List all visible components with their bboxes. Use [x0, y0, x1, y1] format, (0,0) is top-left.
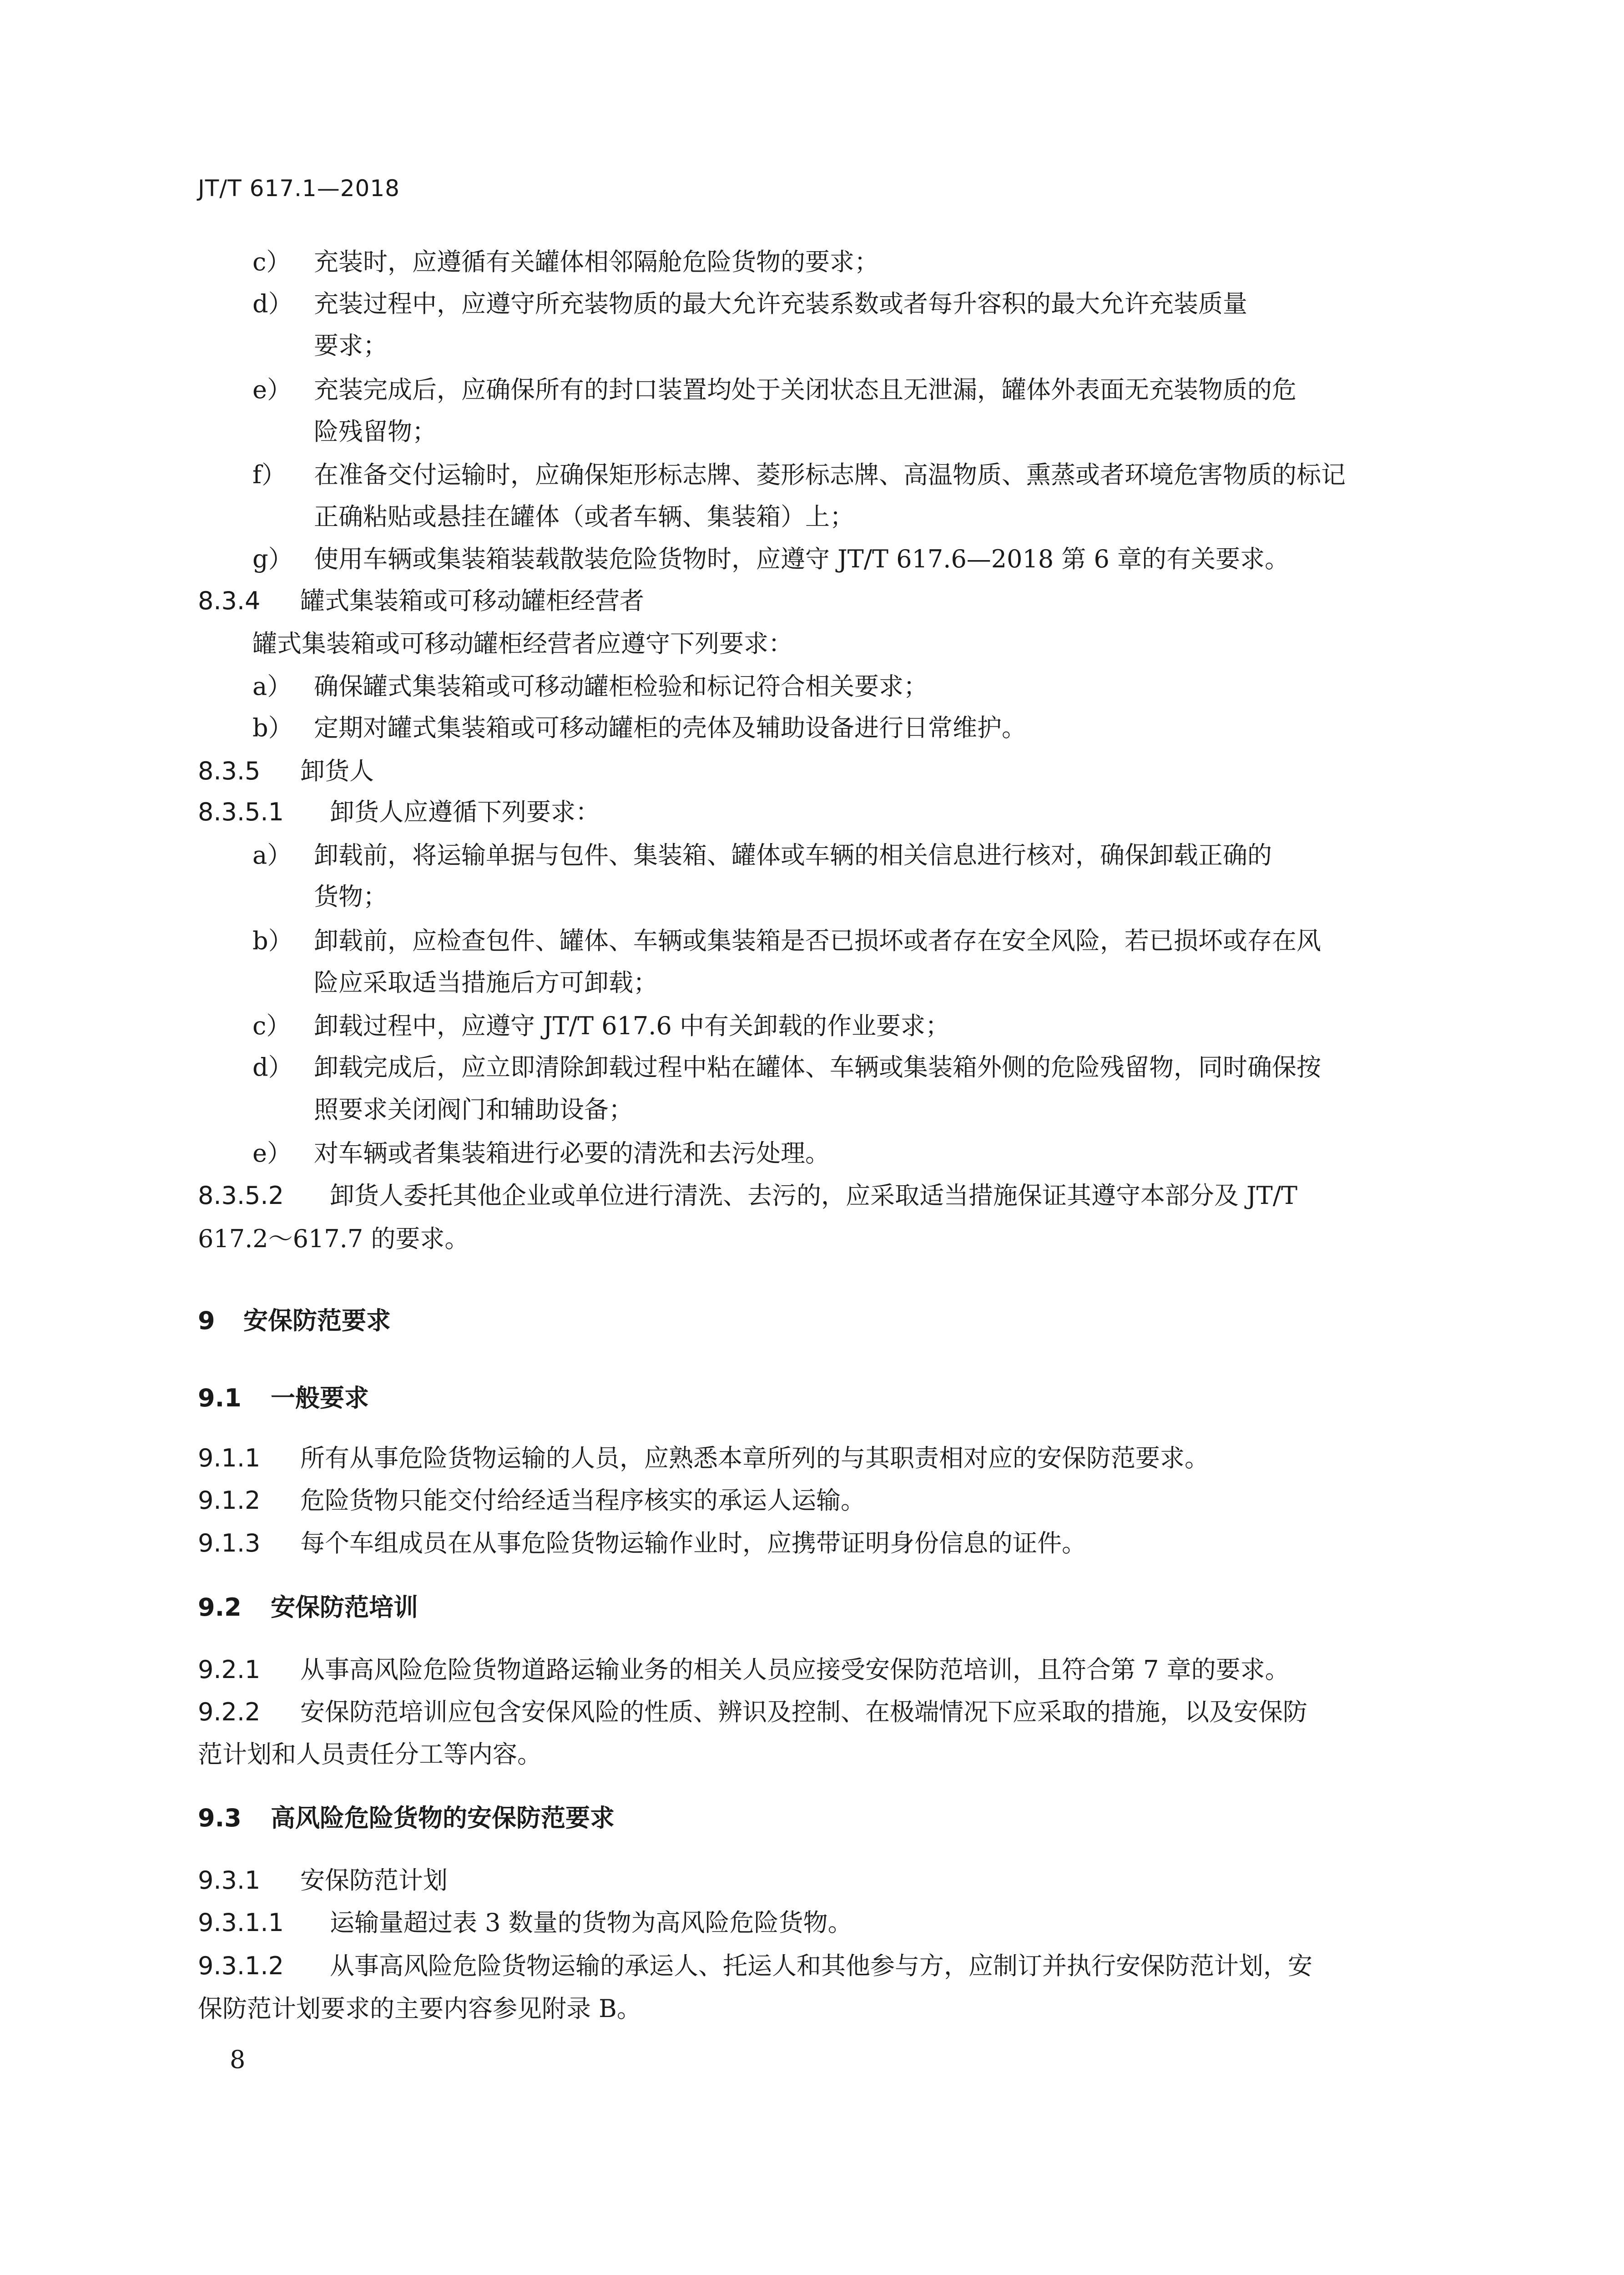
clause-heading [198, 756, 1426, 786]
list-marker: e） [252, 1139, 292, 1168]
section-heading [198, 1383, 1426, 1413]
list-marker: b） [252, 713, 293, 742]
clause-title: 安保防范计划 [300, 1866, 448, 1895]
section-number: 9.3 [198, 1804, 242, 1832]
clause-number: 9.2.2 [198, 1698, 261, 1726]
paragraph-continuation [198, 1739, 1426, 1769]
clause-title: 罐式集装箱或可移动罐柜经营者 [300, 586, 644, 615]
clause-paragraph [198, 1951, 1426, 1981]
list-text: 要求； [314, 331, 388, 360]
section-number: 9.2 [198, 1593, 242, 1622]
chapter-heading [198, 1306, 1426, 1336]
paragraph-text: 从事高风险危险货物道路运输业务的相关人员应接受安保防范培训，且符合第 7 章的要求。 [300, 1655, 1290, 1684]
clause-paragraph [198, 1908, 1426, 1938]
section-heading [198, 1592, 1426, 1623]
list-text: 卸载前，将运输单据与包件、集装箱、罐体或车辆的相关信息进行核对，确保卸载正确的 [314, 841, 1272, 870]
list-text: 在准备交付运输时，应确保矩形标志牌、菱形标志牌、高温物质、熏蒸或者环境危害物质的标记 [314, 460, 1346, 489]
list-text: 充装完成后，应确保所有的封口装置均处于关闭状态且无泄漏，罐体外表面无充装物质的危 [314, 375, 1296, 404]
clause-number: 9.1.3 [198, 1529, 261, 1557]
page-number: 8 [230, 2045, 246, 2074]
list-text: 卸载前，应检查包件、罐体、车辆或集装箱是否已损坏或者存在安全风险，若已损坏或存在风 [314, 926, 1321, 955]
clause-paragraph [198, 1697, 1426, 1727]
paragraph-text: 范计划和人员责任分工等内容。 [198, 1740, 542, 1769]
clause-number: 8.3.4 [198, 586, 261, 615]
clause-number: 8.3.5.1 [198, 798, 284, 826]
document-header: JT/T 617.1—2018 [198, 175, 400, 202]
paragraph-text: 危险货物只能交付给经适当程序核实的承运人运输。 [300, 1486, 865, 1515]
clause-paragraph [198, 1486, 1426, 1516]
paragraph-continuation [198, 1224, 1426, 1254]
clause-paragraph [198, 1528, 1426, 1558]
clause-title: 卸货人 [300, 757, 374, 785]
list-marker: a） [252, 672, 292, 701]
list-marker: b） [252, 926, 293, 955]
list-text: 充装时，应遵循有关罐体相邻隔舱危险货物的要求； [314, 248, 879, 276]
paragraph-text: 卸货人应遵循下列要求： [330, 798, 600, 826]
list-marker: g） [252, 545, 293, 573]
paragraph-text: 运输量超过表 3 数量的货物为高风险危险货物。 [330, 1908, 852, 1937]
section-title: 一般要求 [271, 1384, 369, 1412]
clause-number: 9.3.1.1 [198, 1908, 284, 1937]
list-text: 卸载过程中，应遵守 JT/T 617.6 中有关卸载的作业要求； [314, 1011, 950, 1040]
clause-number: 9.1.1 [198, 1444, 261, 1472]
list-marker: d） [252, 1053, 293, 1082]
list-text: 正确粘贴或悬挂在罐体（或者车辆、集装箱）上； [314, 502, 854, 531]
paragraph-continuation [198, 1994, 1426, 2024]
list-text: 卸载完成后，应立即清除卸载过程中粘在罐体、车辆或集装箱外侧的危险残留物，同时确保按 [314, 1053, 1321, 1082]
clause-paragraph [198, 1655, 1426, 1685]
clause-number: 9.1.2 [198, 1486, 261, 1515]
paragraph-text: 卸货人委托其他企业或单位进行清洗、去污的，应采取适当措施保证其遵守本部分及 JT/T [330, 1181, 1298, 1210]
section-number: 9.1 [198, 1384, 242, 1412]
list-text: 对车辆或者集装箱进行必要的清洗和去污处理。 [314, 1139, 830, 1168]
clause-heading [198, 1866, 1426, 1896]
paragraph-text: 安保防范培训应包含安保风险的性质、辨识及控制、在极端情况下应采取的措施，以及安保防 [300, 1698, 1307, 1726]
paragraph-text: 从事高风险危险货物运输的承运人、托运人和其他参与方，应制订并执行安保防范计划，安 [330, 1951, 1312, 1980]
list-text: 险应采取适当措施后方可卸载； [314, 968, 658, 997]
clause-heading [198, 586, 1426, 616]
list-text: 充装过程中，应遵守所充装物质的最大允许充装系数或者每升容积的最大允许充装质量 [314, 289, 1247, 318]
list-marker: c） [252, 1011, 291, 1040]
list-text: 使用车辆或集装箱装载散装危险货物时，应遵守 JT/T 617.6—2018 第 6 章的有关要求。 [314, 545, 1290, 573]
clause-number: 9.3.1.2 [198, 1951, 284, 1980]
list-text: 货物； [314, 882, 388, 911]
clause-paragraph [198, 1443, 1426, 1473]
list-text: 定期对罐式集装箱或可移动罐柜的壳体及辅助设备进行日常维护。 [314, 713, 1026, 742]
list-marker: e） [252, 375, 292, 404]
list-text: 确保罐式集装箱或可移动罐柜检验和标记符合相关要求； [314, 672, 928, 701]
paragraph-text: 每个车组成员在从事危险货物运输作业时，应携带证明身份信息的证件。 [300, 1529, 1086, 1557]
paragraph-text: 保防范计划要求的主要内容参见附录 B。 [198, 1994, 641, 2023]
section-title: 安保防范培训 [271, 1593, 418, 1622]
chapter-title: 安保防范要求 [243, 1306, 391, 1335]
clause-number: 9.3.1 [198, 1866, 261, 1895]
clause-number: 8.3.5.2 [198, 1181, 284, 1210]
clause-number: 9.2.1 [198, 1655, 261, 1684]
paragraph-text: 617.2～617.7 的要求。 [198, 1224, 469, 1253]
clause-paragraph [198, 797, 1426, 827]
paragraph-text: 所有从事危险货物运输的人员，应熟悉本章所列的与其职责相对应的安保防范要求。 [300, 1444, 1209, 1472]
section-heading [198, 1803, 1426, 1833]
list-text: 险残留物； [314, 417, 437, 446]
chapter-number: 9 [198, 1306, 215, 1335]
list-marker: a） [252, 841, 292, 870]
list-marker: d） [252, 289, 293, 318]
section-title: 高风险危险货物的安保防范要求 [271, 1804, 615, 1832]
list-marker: c） [252, 248, 291, 276]
clause-paragraph [198, 1181, 1426, 1211]
clause-number: 8.3.5 [198, 757, 261, 785]
list-text: 照要求关闭阀门和辅助设备； [314, 1095, 633, 1124]
paragraph-text: 罐式集装箱或可移动罐柜经营者应遵守下列要求： [252, 629, 793, 658]
list-marker: f） [252, 460, 286, 489]
